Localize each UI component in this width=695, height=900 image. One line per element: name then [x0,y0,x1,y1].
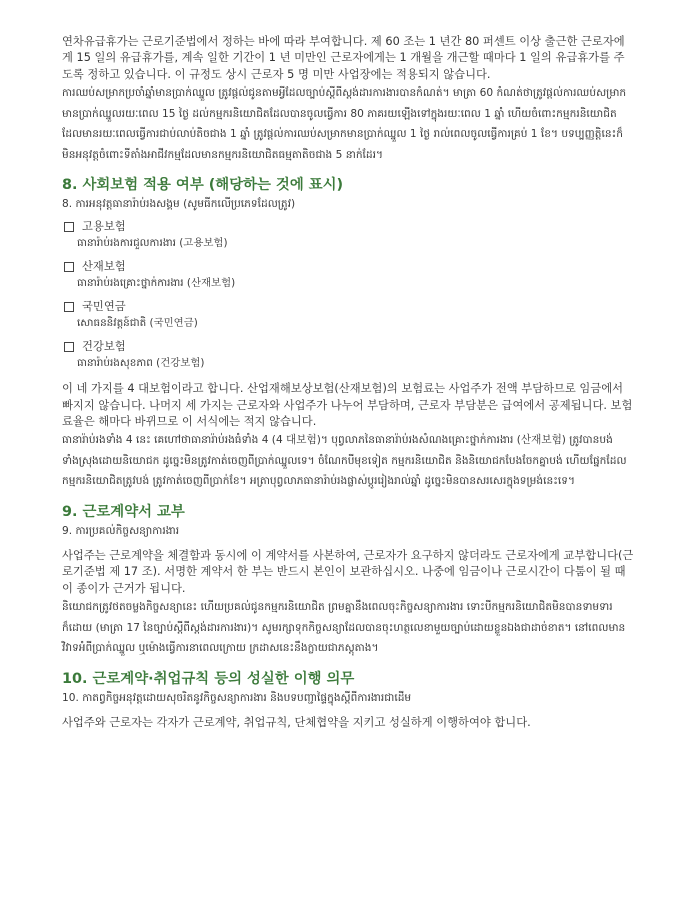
insurance-label-ko: 건강보험 [82,340,126,354]
insurance-label-ko: 국민연금 [82,300,126,314]
insurance-item-national-pension [62,299,635,331]
insurance-label-ko: 고용보험 [82,220,126,234]
section-8-paragraph-korean: 이 네 가지를 4 대보험이라고 합니다. 산업재해보상보험(산재보험)의 보험료는 사업주가 전액 부담하므로 임금에서 빠지지 않습니다. 나머지 세 가지는 근로자와 사업주가 나누어 부담하며, 근로자 부담분은 급여에서 공제됩니다. 보험료율은 해마다 바뀌므로 이 서식에는 적지 않습니다. [62,382,633,429]
checkbox-health-insurance[interactable] [64,342,74,352]
insurance-item-health [62,339,635,371]
section-8-title: 8. 사회보험 적용 여부 (해당하는 것에 표시) [62,177,344,194]
insurance-label-km: ធានារ៉ាប់រងគ្រោះថ្នាក់ការងារ (산재보험) [77,277,236,290]
intro-korean: 연차유급휴가는 근로기준법에서 정하는 바에 따라 부여합니다. 제 60 조는 1 년간 80 퍼센트 이상 출근한 근로자에게 15 일의 유급휴가를, 계속 일한 기간이 1 년 미만인 근로자에게는 1 개월을 개근할 때마다 1 일의 유급휴가를 주도록 정하고 있습니다. 이 규정도 상시 근로자 5 명 미만 사업장에는 적용되지 않습니다. [62,35,625,81]
section-9-subtitle: 9. ការប្រគល់កិច្ចសន្យាការងារ [62,524,180,537]
insurance-item-employment [62,219,635,251]
checkbox-industrial-accident-insurance[interactable] [64,262,74,272]
section-8-subtitle: 8. ការអនុវត្តធានារ៉ាប់រងសង្គម (សូមធីកលើប្រភេទដែលត្រូវ) [62,198,296,211]
insurance-label-km: ធានារ៉ាប់រងការជួលការងារ (고용보험) [77,237,228,250]
intro-khmer: ការឈប់សម្រាកប្រចាំឆ្នាំមានប្រាក់ឈ្នួល ត្រូវផ្តល់ជូនតាមអ្វីដែលច្បាប់ស្តីពីស្តង់ដារការងារបានកំណត់។ មាត្រា 60 កំណត់ថាត្រូវផ្តល់ការឈប់សម្រាកមានប្រាក់ឈ្នួលរយៈពេល 15 ថ្ងៃ ដល់កម្មករនិយោជិតដែលបានចូលធ្វើការ 80 ភាគរយឡើងទៅក្នុងរយៈពេល 1 ឆ្នាំ ហើយចំពោះកម្មករនិយោជិតដែលមានរយៈពេលធ្វើការជាប់លាប់តិចជាង 1 ឆ្នាំ ត្រូវផ្តល់ការឈប់សម្រាកមានប្រាក់ឈ្នួល 1 ថ្ងៃ រាល់ពេលចូលធ្វើការគ្រប់ 1 ខែ។ បទប្បញ្ញត្តិនេះក៏មិនអនុវត្តចំពោះទីតាំងអាជីវកម្មដែលមានកម្មករនិយោជិតធម្មតាតិចជាង 5 នាក់ដែរ។ [62,87,627,161]
section-9-paragraph-khmer: និយោជកត្រូវថតចម្លងកិច្ចសន្យានេះ ហើយប្រគល់ជូនកម្មករនិយោជិត ព្រមគ្នានឹងពេលចុះកិច្ចសន្យាការងារ ទោះបីកម្មករនិយោជិតមិនបានទាមទារក៏ដោយ (មាត្រា 17 នៃច្បាប់ស្តីពីស្តង់ដារការងារ)។ សូមរក្សាទុកកិច្ចសន្យាដែលបានចុះហត្ថលេខាមួយច្បាប់ដោយខ្លួនឯងជាដាច់ខាត។ នៅពេលមានវិវាទអំពីប្រាក់ឈ្នួល ឬម៉ោងធ្វើការនាពេលក្រោយ ក្រដាសនេះនឹងក្លាយជាភស្តុតាង។ [62,601,626,655]
checkbox-employment-insurance[interactable] [64,222,74,232]
insurance-label-km: សោធននិវត្តន៍ជាតិ (국민연금) [77,317,198,330]
insurance-label-ko: 산재보험 [82,260,126,274]
section-8-paragraph-khmer: ធានារ៉ាប់រងទាំង 4 នេះ គេហៅថាធានារ៉ាប់រងធំទាំង 4 (4 대보험)។ បុព្វលាភនៃធានារ៉ាប់រងសំណងគ្រោះថ្នាក់ការងារ (산재보험) ត្រូវបានបង់ទាំងស្រុងដោយនិយោជក ដូច្នេះមិនត្រូវកាត់ចេញពីប្រាក់ឈ្នួលទេ។ ចំណែកបីមុខទៀត កម្មករនិយោជិត និងនិយោជកបែងចែកគ្នាបង់ ហើយផ្នែកដែលកម្មករនិយោជិតត្រូវបង់ ត្រូវកាត់ចេញពីប្រាក់ខែ។ អត្រាបុព្វលាភធានារ៉ាប់រងផ្លាស់ប្តូររៀងរាល់ឆ្នាំ ដូច្នេះមិនបានសរសេរក្នុងទម្រង់នេះទេ។ [62,434,627,488]
checkbox-national-pension[interactable] [64,302,74,312]
section-10-subtitle: 10. កាតព្វកិច្ចអនុវត្តដោយសុចរិតនូវកិច្ចសន្យាការងារ និងបទបញ្ជាផ្ទៃក្នុងស្តីពីការងារជាដើម [62,691,412,704]
section-10-title: 10. 근로계약·취업규칙 등의 성실한 이행 의무 [62,670,355,687]
section-9-title: 9. 근로계약서 교부 [62,503,185,520]
section-10-paragraph-korean: 사업주와 근로자는 각자가 근로계약, 취업규칙, 단체협약을 지키고 성실하게 이행하여야 합니다. [62,715,531,729]
section-9-paragraph-korean: 사업주는 근로계약을 체결함과 동시에 이 계약서를 사본하여, 근로자가 요구하지 않더라도 근로자에게 교부합니다(근로기준법 제 17 조). 서명한 계약서 한 부는 반드시 본인이 보관하십시오. 나중에 임금이나 근로시간이 다툼이 될 때 이 종이가 근거가 됩니다. [62,548,634,595]
insurance-label-km: ធានារ៉ាប់រងសុខភាព (건강보험) [77,357,205,370]
insurance-item-industrial-accident [62,259,635,291]
